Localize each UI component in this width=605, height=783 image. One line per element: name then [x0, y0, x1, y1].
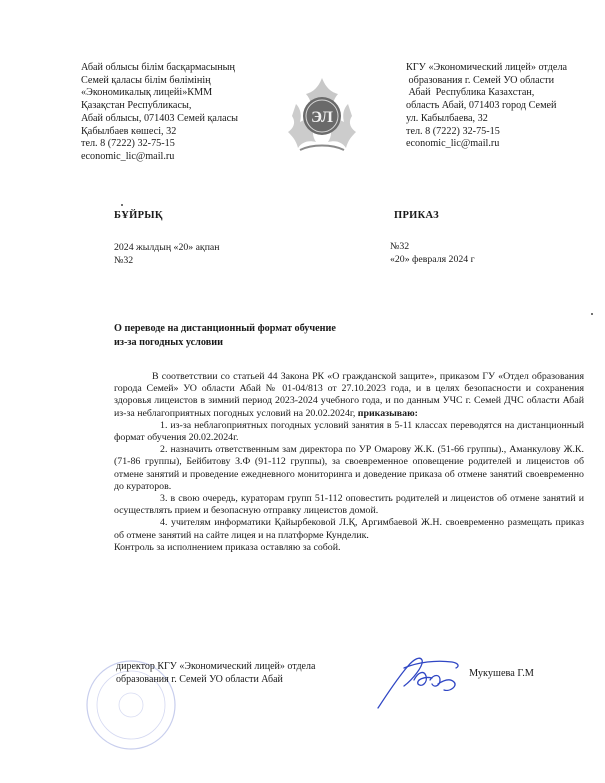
body-item: 4. учителям информатики Қайырбековой Л.Қ, Аргимбаевой Ж.Н. своевременно размещать приказ об отмене занятий на сайте лицея и на платформе Кунделик. [114, 517, 584, 541]
subject-line: из-за погодных условии [114, 336, 223, 348]
header-left-line: тел. 8 (7222) 32-75-15 [81, 138, 175, 150]
body-item: 2. назначить ответственным зам директора по УР Омарову Ж.К. (51-66 группы)., Аманкулову Ж.К. (71-86 группы), Бейбитову З.Ф (91-112 группы), за своевременное оповещение родителей и лицеистов об отмене занятий и проведение ежедневного мониторинга и доведение приказа об отмене занятий своевременно до кураторов. [114, 444, 584, 492]
header-right-line: ул. Кабылбаева, 32 [406, 112, 488, 124]
header-right-line: область Абай, 071403 город Семей [406, 100, 557, 112]
header-left-block [81, 62, 238, 164]
signatory-title [116, 661, 315, 686]
order-date-ru: «20» февраля 2024 г [390, 254, 475, 265]
order-number-kz: №32 [114, 255, 134, 266]
order-title-kz: БҰЙРЫҚ [114, 210, 163, 221]
signatory-title-line: образования г. Семей УО области Абай [116, 673, 283, 685]
signatory-name: Мукушева Г.М [469, 668, 534, 679]
header-left-line: Қабылбаев көшесі, 32 [81, 125, 177, 137]
order-body [114, 371, 584, 554]
header-right-email: economic_lic@mail.ru [406, 138, 500, 150]
lyceum-logo [286, 74, 358, 156]
header-left-line: Семей қаласы білім бөлімінің [81, 74, 211, 86]
order-subject [114, 322, 336, 349]
logo-monogram: ЭЛ [311, 109, 333, 126]
signatory-title-line: директор КГУ «Экономический лицей» отдела [116, 661, 316, 672]
body-closing: Контроль за исполнением приказа оставляю за собой. [114, 541, 341, 553]
header-right-line: КГУ «Экономический лицей» отдела [406, 62, 568, 73]
order-date-kz: 2024 жылдың «20» ақпан [114, 242, 220, 253]
header-right-line: тел. 8 (7222) 32-75-15 [406, 125, 500, 137]
body-item: 3. в свою очередь, кураторам групп 51-112 оповестить родителей и лицеистов об отмене занятий и осуществлять прием и безопасную отправку лицеистов домой. [114, 493, 584, 517]
handwritten-signature [374, 650, 466, 712]
body-intro [114, 371, 584, 420]
header-left-line: Абай облысы, 071403 Семей қаласы [81, 112, 239, 124]
subject-line: О переводе на дистанционный формат обучение [114, 323, 336, 334]
intro-text: В соответствии со статьей 44 Закона РК «О гражданской защите», приказом ГУ «Отдел образования города Семей» УО области Абай № 01-04/813 от 27.10.2023 года, и в целях безопасности и сохранения здоровья лицеистов в зимний период 2023-2024 учебного года, и по данным УЧС г. Семей ДЧС области Абай из-за неблагоприятных погодных условий на 20.02.2024г, [114, 371, 584, 419]
scan-speck [121, 204, 123, 206]
header-left-line: «Экономикалық лицейі»КММ [81, 87, 213, 99]
header-right-line: Абай Республика Казахстан, [406, 87, 535, 99]
scan-speck [591, 313, 593, 315]
intro-bold: приказываю: [357, 407, 418, 419]
body-item: 1. из-за неблагоприятных погодных условий занятия в 5-11 классах переводятся на дистанционный формат обучения 20.02.2024г. [114, 419, 584, 444]
order-number-ru: №32 [390, 241, 410, 252]
header-left-line: Қазақстан Республикасы, [81, 100, 192, 112]
header-right-line: образования г. Семей УО области [406, 74, 555, 86]
order-title-ru: ПРИКАЗ [394, 210, 440, 221]
header-right-block [406, 62, 567, 151]
header-left-email: economic_lic@mail.ru [81, 150, 175, 162]
header-left-line: Абай облысы білім басқармасының [81, 62, 235, 73]
